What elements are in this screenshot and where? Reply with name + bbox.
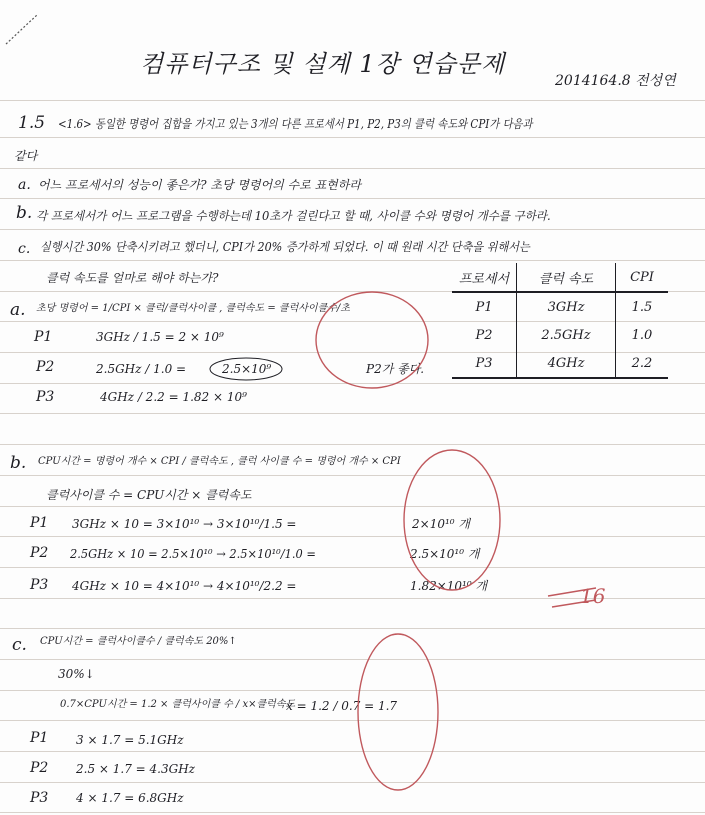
answer-b-p1-result: 2×10¹⁰ 개 bbox=[412, 517, 470, 531]
red-check-circle bbox=[358, 634, 438, 790]
answer-c-p3: 4 × 1.7 = 6.8GHz bbox=[76, 791, 184, 805]
question-c-label: c. bbox=[18, 241, 31, 257]
answer-a-p2-label: P2 bbox=[36, 359, 55, 375]
problem-number: 1.5 bbox=[18, 113, 46, 133]
answer-b-formula-1: CPU시간 = 명령어 개수 × CPI / 클럭속도 , 클럭 사이클 수 = 명령어 개수 × CPI bbox=[38, 456, 401, 467]
answer-b-p2: 2.5GHz × 10 = 2.5×10¹⁰ → 2.5×10¹⁰/1.0 = bbox=[70, 547, 316, 561]
answer-c-equation: 0.7×CPU시간 = 1.2 × 클럭사이클 수 / x×클럭속도 bbox=[60, 699, 296, 710]
table-cell: P2 bbox=[452, 321, 517, 349]
table-cell: 3GHz bbox=[517, 292, 616, 321]
question-b-text: 각 프로세서가 어느 프로그램을 수행하는데 10초가 걸린다고 할 때, 사이클 수와 명령어 개수를 구하라. bbox=[36, 209, 551, 223]
answer-b-p1: 3GHz × 10 = 3×10¹⁰ → 3×10¹⁰/1.5 = bbox=[72, 517, 297, 531]
answer-c-note: 30%↓ bbox=[58, 667, 95, 681]
answer-b-label: b. bbox=[10, 453, 27, 473]
problem-line-2: 같다 bbox=[14, 149, 38, 163]
question-a-label: a. bbox=[18, 177, 31, 193]
answer-a-p2: 2.5GHz / 1.0 = bbox=[96, 362, 187, 376]
answer-a-p3-label: P3 bbox=[36, 389, 55, 405]
table-cell: 1.5 bbox=[631, 299, 653, 315]
answer-a-formula: 초당 명령어 = 1/CPI × 클럭/클럭사이클 , 클럭속도 = 클럭사이클수/초 bbox=[36, 303, 350, 314]
answer-a-p1: 3GHz / 1.5 = 2 × 10⁹ bbox=[96, 330, 224, 344]
answer-a-conclusion: P2가 좋다. bbox=[366, 362, 425, 376]
grade-score: 16 bbox=[580, 584, 606, 608]
page-title: 컴퓨터구조 및 설계 1장 연습문제 bbox=[140, 50, 506, 78]
answer-c-p2: 2.5 × 1.7 = 4.3GHz bbox=[76, 762, 195, 776]
answer-b-p3-result: 1.82×10¹⁰ 개 bbox=[410, 579, 488, 593]
student-id-name: 2014164.8 전성연 bbox=[555, 73, 676, 89]
answer-highlight-circle bbox=[210, 358, 282, 380]
pencil-tick-mark bbox=[6, 14, 38, 44]
answer-b-formula-2: 클럭사이클 수 = CPU시간 × 클럭속도 bbox=[46, 488, 252, 502]
answer-c-p1: 3 × 1.7 = 5.1GHz bbox=[76, 733, 184, 747]
question-c-text: 실행시간 30% 단축시키려고 했더니, CPI가 20% 증가하게 되었다. 이 때 원래 시간 단축을 위해서는 bbox=[40, 240, 530, 254]
answer-c-label: c. bbox=[12, 635, 27, 655]
answer-b-p1-label: P1 bbox=[30, 515, 49, 531]
answer-c-p2-label: P2 bbox=[30, 760, 49, 776]
answer-b-p3-label: P3 bbox=[30, 577, 49, 593]
answer-c-p3-label: P3 bbox=[30, 790, 49, 806]
table-cell: 1.0 bbox=[631, 327, 653, 343]
answer-b-p2-label: P2 bbox=[30, 545, 49, 561]
question-c-text-2: 클럭 속도를 얼마로 해야 하는가? bbox=[46, 271, 219, 285]
answer-c-x-equation: x = 1.2 / 0.7 = 1.7 bbox=[286, 699, 398, 713]
question-b-label: b. bbox=[16, 203, 33, 223]
table-cell: P1 bbox=[452, 292, 517, 321]
table-cell: 4GHz bbox=[517, 349, 616, 378]
red-check-circle bbox=[404, 450, 500, 590]
table-cell: 2.2 bbox=[616, 349, 669, 378]
red-check-circle bbox=[316, 292, 428, 388]
answer-c-p1-label: P1 bbox=[30, 730, 49, 746]
table-header: 프로세서 bbox=[452, 263, 517, 292]
problem-line-1: <1.6> 동일한 명령어 집합을 가지고 있는 3개의 다른 프로세서 P1, P2, P3의 클럭 속도와 CPI가 다음과 bbox=[58, 117, 533, 131]
answer-c-formula: CPU시간 = 클럭사이클수 / 클럭속도 20%↑ bbox=[40, 636, 237, 647]
table-header: 클럭 속도 bbox=[517, 263, 616, 292]
answer-a-p3: 4GHz / 2.2 = 1.82 × 10⁹ bbox=[100, 390, 247, 404]
table-cell: 2.5GHz bbox=[517, 321, 616, 349]
table-header: CPI bbox=[616, 263, 669, 292]
answer-a-p2-result: 2.5×10⁹ bbox=[222, 362, 272, 376]
answer-b-p2-result: 2.5×10¹⁰ 개 bbox=[410, 547, 480, 561]
answer-b-p3: 4GHz × 10 = 4×10¹⁰ → 4×10¹⁰/2.2 = bbox=[72, 579, 297, 593]
answer-a-label: a. bbox=[10, 300, 26, 320]
table-cell: P3 bbox=[452, 349, 517, 378]
answer-a-p1-label: P1 bbox=[34, 329, 53, 345]
question-a-text: 어느 프로세서의 성능이 좋은가? 초당 명령어의 수로 표현하라 bbox=[38, 178, 361, 192]
